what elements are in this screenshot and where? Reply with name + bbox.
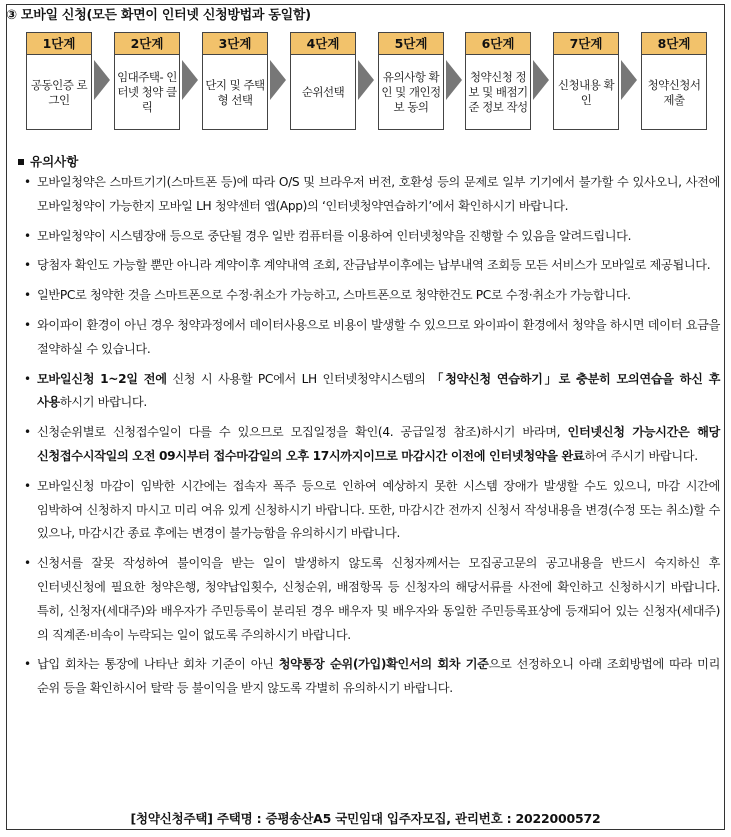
step-1 (26, 32, 92, 130)
step-1-head: 1단계 (27, 33, 91, 55)
square-bullet-icon (18, 159, 24, 165)
step-7-body: 신청내용 확인 (557, 77, 615, 107)
note-item (22, 284, 720, 308)
step-8 (641, 32, 707, 130)
step-8-body: 청약신청서 제출 (647, 77, 701, 107)
notes-list (22, 171, 720, 707)
step-6 (465, 32, 531, 130)
step-7-head: 7단계 (554, 33, 618, 55)
step-4 (290, 32, 356, 130)
note-item (22, 653, 720, 701)
arrow-icon (533, 60, 549, 100)
arrow-icon (270, 60, 286, 100)
note-item (22, 475, 720, 546)
note-text: 신청 시 사용할 PC에서 LH 인터넷청약시스템의 (166, 371, 432, 386)
arrow-icon (358, 60, 374, 100)
note-item (22, 254, 720, 278)
step-7 (553, 32, 619, 130)
note-text: 납입 회차는 통장에 나타난 회차 기준이 아닌 (37, 657, 279, 672)
note-text: 일반PC로 청약한 것을 스마트폰으로 수정·취소가 가능하고, 스마트폰으로 청약한건도 PC로 수정·취소가 가능합니다. (37, 288, 631, 303)
step-6-head: 6단계 (466, 33, 530, 55)
step-3-head: 3단계 (203, 33, 267, 55)
note-text: 당첨자 확인도 가능할 뿐만 아니라 계약이후 계약내역 조회, 잔금납부이후에는 납부내역 조회등 모든 서비스가 모바일로 제공됩니다. (37, 258, 711, 273)
step-1-body: 공동인증 로그인 (30, 77, 88, 107)
note-item (22, 171, 720, 219)
step-5-head: 5단계 (379, 33, 443, 55)
note-text: 모바일신청 마감이 임박한 시간에는 접속자 폭주 등으로 인하여 예상하지 못한 시스템 장애가 발생할 수도 있으니, 마감 시간에 임박하여 신청하지 마시고 미리 여유 있게 신청하시기 바랍니다. 또한, 마감시간 전까지 신청서 작성내용을 변경(수정 또는 취소)할 수 있으나, 마감시간 종료 후에는 변경이 불가능함을 유의하시기 바랍니다. (37, 478, 720, 541)
note-emphasis: 청약통장 순위(가입)확인서의 회차 기준 (278, 657, 489, 672)
note-emphasis: 인터넷신청 가능시간은 해당 신청접수시작일의 오전 09시부터 접수마감일의 오후 17시까지이므로 마감시간 이전에 인터넷청약을 완료 (37, 425, 720, 463)
step-3 (202, 32, 268, 130)
note-item (22, 225, 720, 249)
section-title: ③ 모바일 신청(모든 화면이 인터넷 신청방법과 동일함) (6, 8, 311, 23)
note-text: 으로 선정하오니 아래 조회방법에 따라 미리 순위 등을 확인하시어 탈락 등 불이익을 받지 않도록 각별히 유의하시기 바랍니다. (37, 657, 720, 696)
note-text: 신청순위별로 신청접수일이 다를 수 있으므로 모집일정을 확인(4. 공급일정 참조)하시기 바라며, (37, 425, 568, 440)
step-8-head: 8단계 (642, 33, 706, 55)
step-2-body: 임대주택- 인터넷 청약 클릭 (117, 70, 177, 114)
note-text: 신청서를 잘못 작성하여 불이익을 받는 일이 발생하지 않도록 신청자께서는 모집공고문의 공고내용을 반드시 숙지하신 후 인터넷신청에 필요한 청약은행, 청약납입횟수, 신청순위, 배점항목 등 신청자의 해당서류를 사전에 확인하고 신청하시기 바랍니다. 특히, 신청자(세대주)와 배우자가 주민등록이 분리된 경우 배우자 및 배우자와 동일한 주민등록표상에 등재되어 있는 신청자(세대주)의 직계존·비속이 누락되는 일이 없도록 주의하시기 바랍니다. (37, 556, 720, 642)
step-3-body: 단지 및 주택형 선택 (205, 77, 265, 107)
note-text: 모바일청약이 시스템장애 등으로 중단될 경우 일반 컴퓨터를 이용하여 인터넷청약을 진행할 수 있음을 알려드립니다. (37, 228, 632, 243)
footer-housing-info: [청약신청주택] 주택명 : 증평송산A5 국민임대 입주자모집, 관리번호 : 2022000572 (130, 811, 601, 826)
notes-heading (18, 152, 78, 170)
step-6-body: 청약신청 정보 및 배점기준 정보 작성 (468, 70, 528, 114)
note-item (22, 552, 720, 647)
note-text: 하여 주시기 바랍니다. (584, 448, 698, 463)
note-item (22, 314, 720, 362)
note-emphasis: 모바일신청 1~2일 전에 (37, 371, 167, 386)
note-text: 하시기 바랍니다. (59, 395, 147, 410)
note-item (22, 421, 720, 469)
arrow-icon (446, 60, 462, 100)
notes-title: 유의사항 (30, 154, 79, 169)
step-5-body: 유의사항 확인 및 개인정보 동의 (381, 70, 441, 114)
note-emphasis: 「청약신청 연습하기」로 충분히 모의연습을 하신 후 사용 (37, 371, 720, 410)
note-text: 모바일청약은 스마트기기(스마트폰 등)에 따라 O/S 및 브라우저 버전, 호환성 등의 문제로 일부 기기에서 불가할 수 있사오니, 사전에 모바일청약이 가능한지 모바일 LH 청약센터 앱(App)의 ‘인터넷청약연습하기’에서 확인하시기 바랍니다. (37, 175, 720, 213)
arrow-icon (621, 60, 637, 100)
step-2 (114, 32, 180, 130)
step-4-body: 순위선택 (301, 85, 345, 99)
note-text: 와이파이 환경이 아닌 경우 청약과정에서 데이터사용으로 비용이 발생할 수 있으므로 와이파이 환경에서 청약을 하시면 데이터 요금을 절약하실 수 있습니다. (37, 317, 720, 356)
step-5 (378, 32, 444, 130)
arrow-icon (94, 60, 110, 100)
step-4-head: 4단계 (291, 33, 355, 55)
arrow-icon (182, 60, 198, 100)
step-2-head: 2단계 (115, 33, 179, 55)
step-flow (26, 32, 716, 132)
note-item (22, 368, 720, 416)
